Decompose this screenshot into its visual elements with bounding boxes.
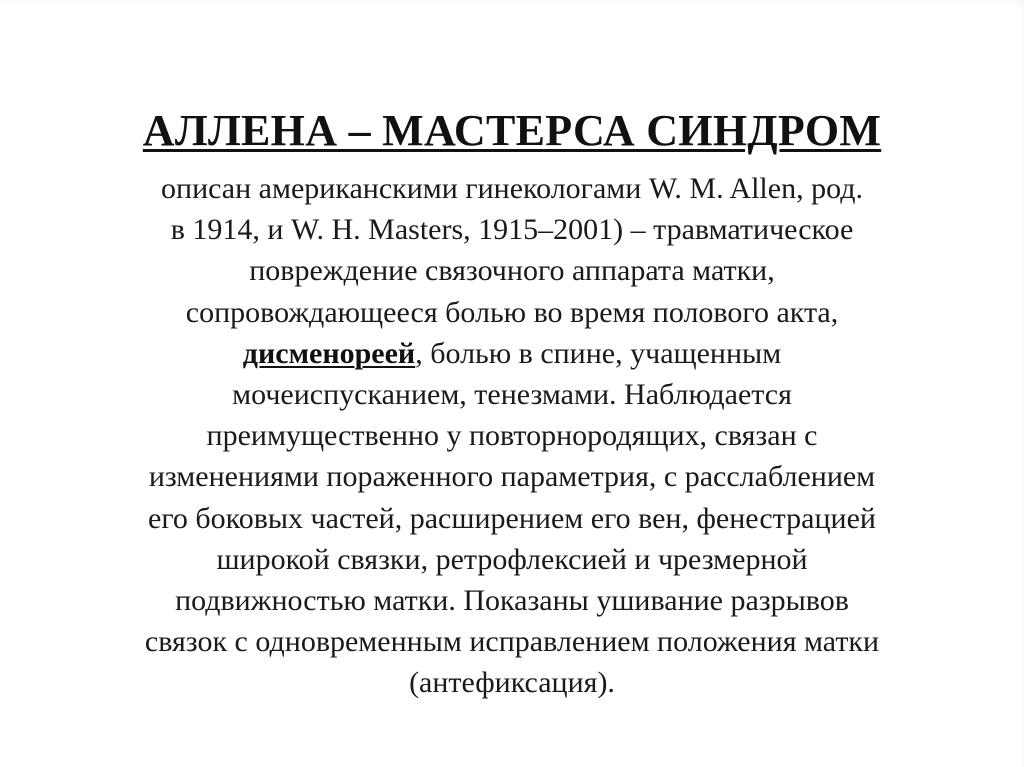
body-line-10: широкой связки, ретрофлексией и чрезмерной bbox=[216, 542, 808, 576]
body-line-5 bbox=[62, 333, 962, 374]
body-line-11: подвижностью матки. Показаны ушивание разрывов bbox=[175, 584, 849, 618]
body-line-7: преимущественно у повторнородящих, связан с bbox=[206, 419, 818, 453]
slide-body bbox=[62, 168, 962, 704]
slide-content bbox=[62, 104, 962, 704]
body-line-2: в 1914, и W. H. Masters, 1915–2001) – травматическое bbox=[170, 213, 854, 247]
body-line-12: связок с одновременным исправлением положения матки bbox=[144, 625, 880, 659]
body-line-4: сопровождающееся болью во время полового акта, bbox=[185, 295, 839, 329]
body-line-1: описан американскими гинекологами W. M. Allen, род. bbox=[161, 172, 863, 205]
body-line-9: его боковых частей, расширением его вен, фенестрацией bbox=[148, 501, 876, 535]
body-line-5-rest: , болью в спине, учащенным bbox=[415, 336, 782, 370]
body-line-8: изменениями пораженного параметрия, с расслаблением bbox=[148, 460, 876, 494]
body-line-13: (антефиксация). bbox=[409, 666, 615, 700]
term-link-dysmenorrhea[interactable]: дисменореей bbox=[242, 336, 416, 370]
body-line-6: мочеиспусканием, тенезмами. Наблюдается bbox=[232, 378, 792, 412]
body-line-3: повреждение связочного аппарата матки, bbox=[249, 254, 775, 288]
slide-title: АЛЛЕНА – МАСТЕРСА СИНДРОМ bbox=[142, 106, 882, 155]
